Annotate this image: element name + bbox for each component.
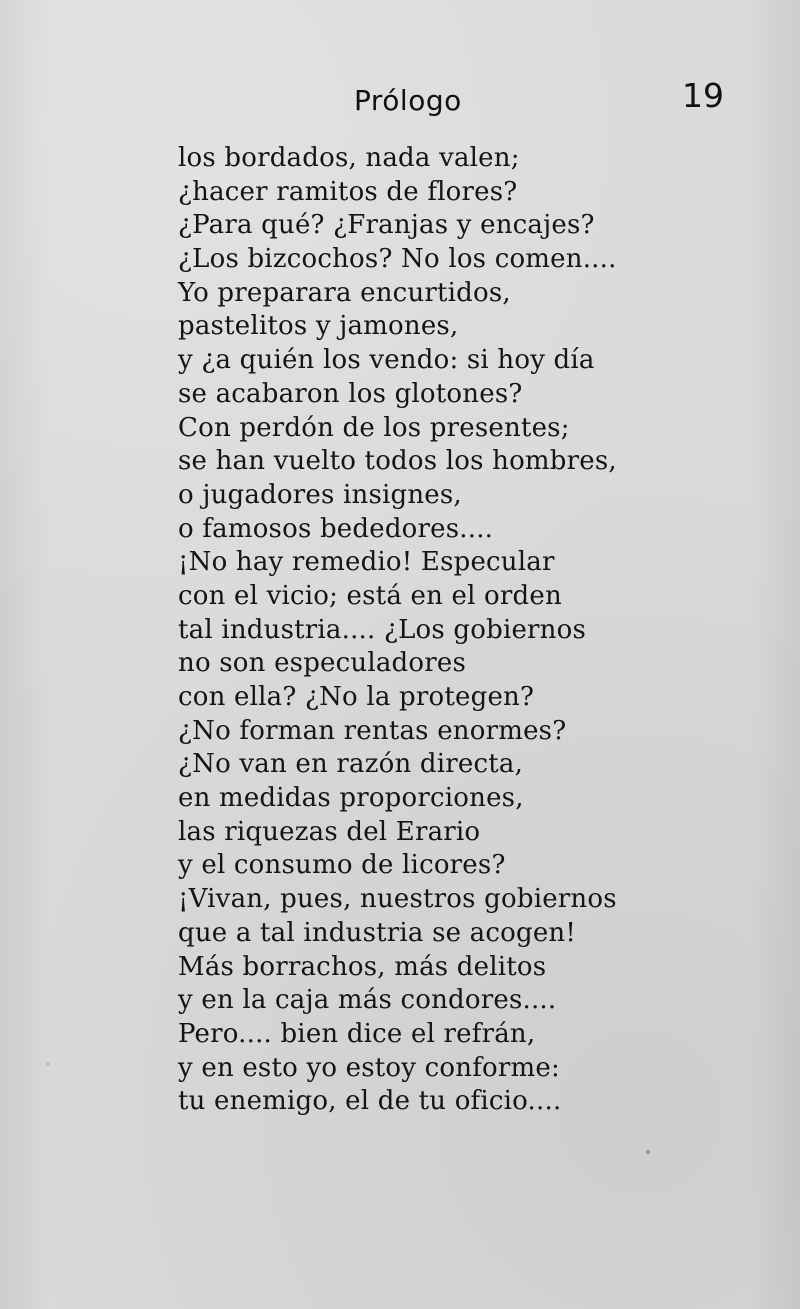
poem-line: tal industria.... ¿Los gobiernos bbox=[178, 614, 587, 645]
page-number: 19 bbox=[682, 76, 724, 115]
poem-line: ¡No hay remedio! Especular bbox=[178, 547, 555, 578]
poem-line: en medidas proporciones, bbox=[178, 783, 524, 814]
poem-line: Más borrachos, más delitos bbox=[178, 951, 547, 982]
poem-line: ¡Vivan, pues, nuestros gobiernos bbox=[178, 884, 617, 915]
poem-line: ¿No forman rentas enormes? bbox=[178, 715, 567, 746]
poem-line: ¿No van en razón directa, bbox=[178, 749, 524, 780]
poem-line: Pero.... bien dice el refrán, bbox=[178, 1018, 536, 1049]
poem-line: las riquezas del Erario bbox=[178, 816, 481, 847]
poem-line: y en la caja más condores.... bbox=[178, 985, 557, 1016]
poem-line: con ella? ¿No la protegen? bbox=[178, 682, 535, 712]
poem-line: y ¿a quién los vendo: si hoy día bbox=[178, 345, 595, 376]
poem-line: ¿Para qué? ¿Franjas y encajes? bbox=[178, 210, 595, 241]
poem-line: los bordados, nada valen; bbox=[178, 143, 520, 173]
poem-line: que a tal industria se acogen! bbox=[178, 917, 577, 948]
poem-line: con el vicio; está en el orden bbox=[178, 580, 562, 611]
paper-speck bbox=[646, 1150, 650, 1154]
poem-line: ¿hacer ramitos de flores? bbox=[178, 176, 518, 207]
page-title: Prólogo bbox=[354, 84, 462, 117]
poem-line: no son especuladores bbox=[178, 648, 467, 679]
poem-text bbox=[178, 142, 778, 1119]
poem-line: y en esto yo estoy conforme: bbox=[178, 1052, 560, 1083]
poem-line: Yo preparara encurtidos, bbox=[178, 277, 511, 308]
poem-line: o famosos bededores.... bbox=[178, 513, 494, 544]
poem-line: tu enemigo, el de tu oficio.... bbox=[178, 1086, 562, 1117]
poem-line: se han vuelto todos los hombres, bbox=[178, 446, 617, 477]
poem-line: pastelitos y jamones, bbox=[178, 311, 459, 342]
poem-line: Con perdón de los presentes; bbox=[178, 412, 570, 443]
paper-speck bbox=[46, 1062, 50, 1066]
poem-line: ¿Los bizcochos? No los comen.... bbox=[178, 244, 617, 275]
poem-line: o jugadores insignes, bbox=[178, 479, 462, 510]
poem-line: y el consumo de licores? bbox=[178, 850, 506, 881]
poem-line: se acabaron los glotones? bbox=[178, 378, 523, 409]
